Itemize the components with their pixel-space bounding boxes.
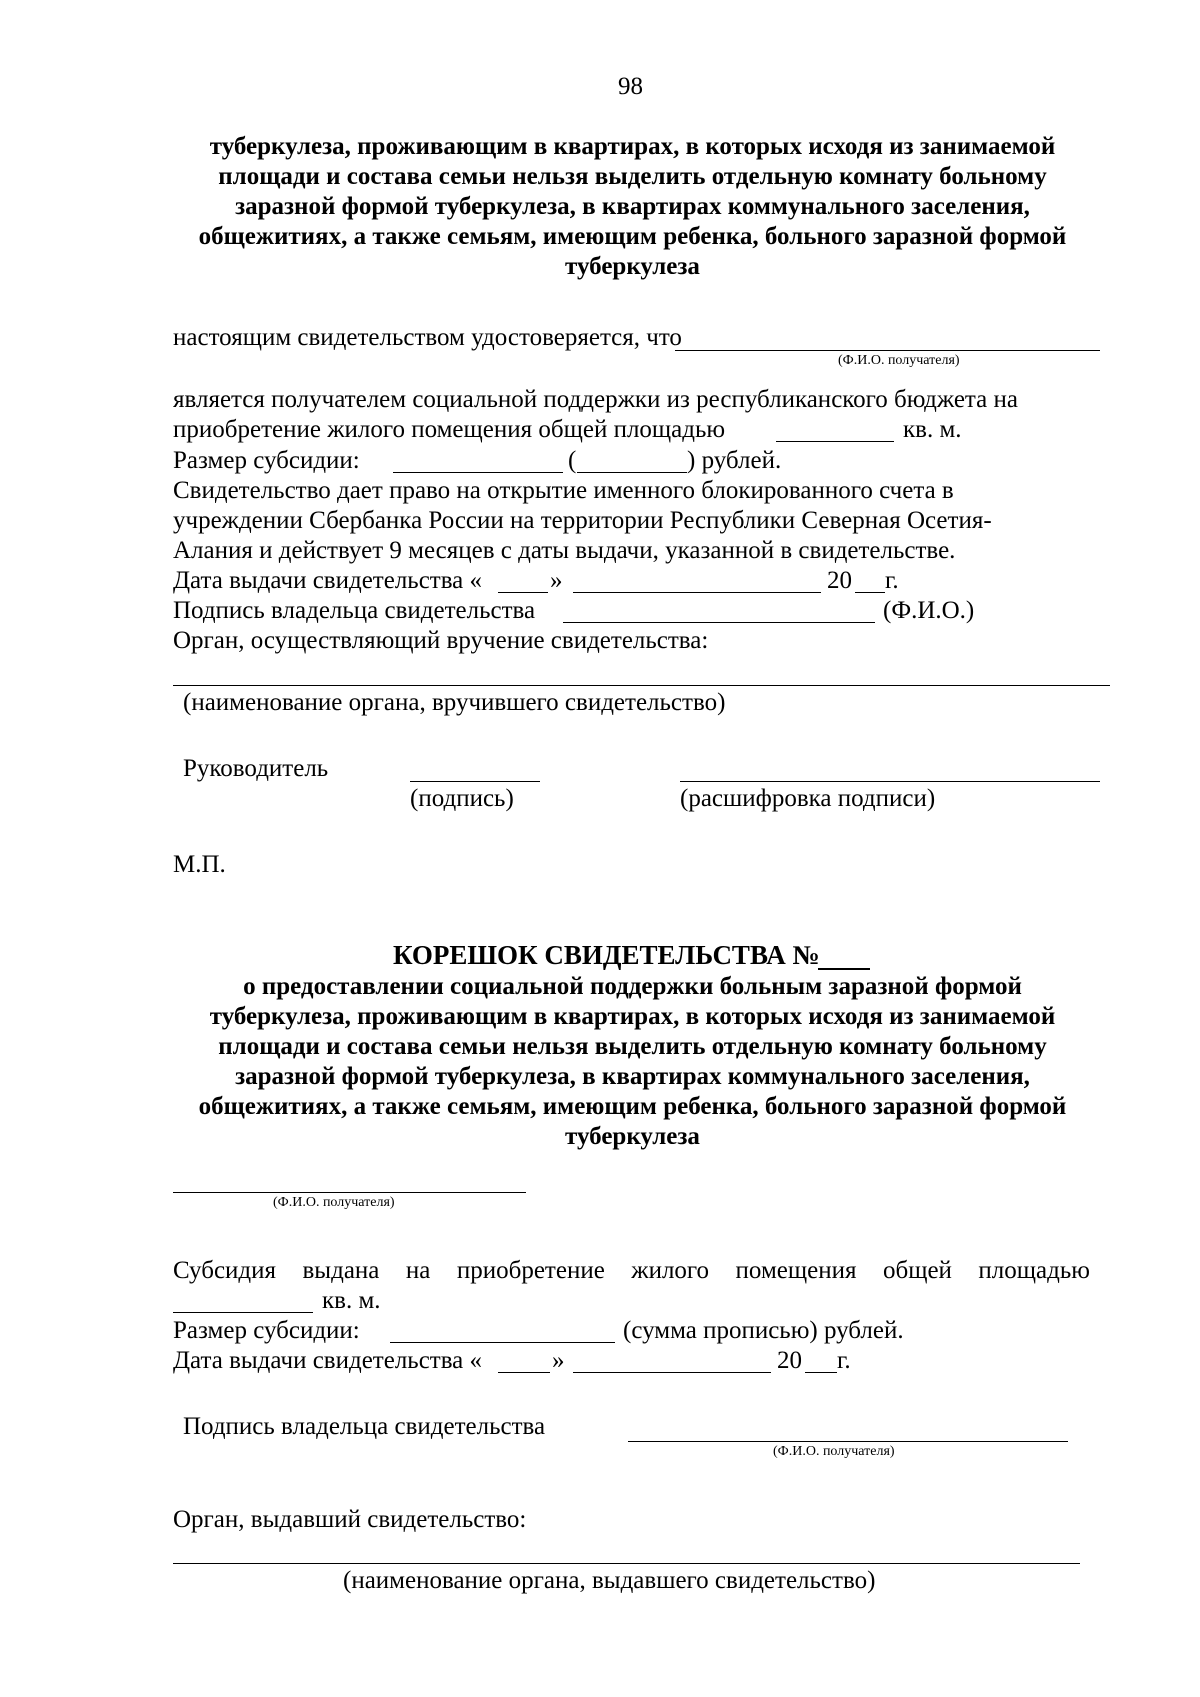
stub-issued-word: выдана — [302, 1257, 380, 1284]
stub-fio-caption: (Ф.И.О. получателя) — [273, 1195, 395, 1210]
subsidy-words-field[interactable] — [577, 472, 687, 473]
issue-day-field[interactable] — [498, 592, 548, 593]
stub-issued-line — [173, 1256, 1090, 1285]
stub-issue-year-field[interactable] — [805, 1372, 837, 1373]
area-unit: кв. м. — [903, 416, 962, 443]
stub-title-text: КОРЕШОК СВИДЕТЕЛЬСТВА № — [393, 940, 820, 970]
area-prefix: приобретение жилого помещения общей площадью — [173, 416, 726, 443]
stub-issued-word: общей — [882, 1257, 952, 1284]
stub-subtitle-line: общежитиях, а также семьям, имеющим ребенка, больного заразной формой — [198, 1093, 1067, 1120]
subsidy-label: Размер субсидии: — [173, 447, 360, 474]
top-heading-line: туберкулеза — [565, 253, 700, 280]
recipient-fio-caption: (Ф.И.О. получателя) — [838, 353, 960, 368]
certify-text: настоящим свидетельством удостоверяется, что — [173, 324, 682, 351]
stub-subtitle-line: заразной формой туберкулеза, в квартирах коммунального заселения, — [235, 1063, 1030, 1090]
stub-issued-word: площадью — [978, 1257, 1090, 1284]
stub-subtitle-line: площади и состава семьи нельзя выделить отдельную комнату больному — [218, 1033, 1047, 1060]
owner-signature-label: Подпись владельца свидетельства — [173, 597, 536, 624]
issue-date-close: » — [550, 567, 563, 594]
issue-month-field[interactable] — [573, 592, 821, 593]
stub-subsidy-field[interactable] — [390, 1342, 615, 1343]
stub-organ-caption: (наименование органа, выдавшего свидетельство) — [343, 1567, 876, 1594]
stub-issue-date-label: Дата выдачи свидетельства « — [173, 1347, 483, 1374]
issue-year-suffix: г. — [885, 567, 899, 594]
stub-issued-word: жилого — [631, 1257, 710, 1284]
subsidy-paren-open: ( — [568, 447, 577, 474]
stub-subtitle-line: туберкулеза, проживающим в квартирах, в которых исходя из занимаемой — [209, 1003, 1056, 1030]
account-right-line: Свидетельство дает право на открытие именного блокированного счета в — [173, 477, 954, 504]
stub-issue-year-suffix: г. — [837, 1347, 851, 1374]
area-field[interactable] — [776, 441, 894, 442]
stub-owner-fio-caption: (Ф.И.О. получателя) — [773, 1444, 895, 1459]
subsidy-amount-field[interactable] — [393, 472, 563, 473]
stub-issue-date-close: » — [552, 1347, 565, 1374]
signature-caption: (подпись) — [410, 785, 514, 812]
head-signature-field[interactable] — [410, 781, 540, 782]
page-number: 98 — [618, 73, 643, 100]
stub-issued-word: на — [405, 1257, 431, 1284]
owner-signature-field[interactable] — [563, 622, 875, 623]
owner-fio: (Ф.И.О.) — [883, 597, 975, 624]
stub-subtitle-line: о предоставлении социальной поддержки больным заразной формой — [243, 973, 1022, 1000]
subsidy-suffix: ) рублей. — [687, 447, 782, 474]
stub-area-unit: кв. м. — [322, 1287, 381, 1314]
stub-issuer-label: Орган, выдавший свидетельство: — [173, 1506, 527, 1533]
organ-name-field[interactable] — [173, 685, 1110, 686]
recipient-line: является получателем социальной поддержки из республиканского бюджета на — [173, 386, 1018, 413]
decode-caption: (расшифровка подписи) — [680, 785, 936, 812]
stub-issued-word: помещения — [735, 1257, 857, 1284]
top-heading-line: заразной формой туберкулеза, в квартирах коммунального заселения, — [235, 193, 1030, 220]
top-heading-line: площади и состава семьи нельзя выделить отдельную комнату больному — [218, 163, 1047, 190]
organ-caption: (наименование органа, вручившего свидетельство) — [183, 689, 726, 716]
issue-year-field[interactable] — [855, 592, 885, 593]
issue-date-label: Дата выдачи свидетельства « — [173, 567, 483, 594]
stub-issue-day-field[interactable] — [498, 1372, 550, 1373]
stub-issue-month-field[interactable] — [573, 1372, 771, 1373]
stub-owner-signature-label: Подпись владельца свидетельства — [183, 1413, 546, 1440]
account-right-line: учреждении Сбербанка России на территории Республики Северная Осетия- — [173, 507, 992, 534]
stub-title — [393, 940, 820, 971]
stub-area-field[interactable] — [173, 1312, 313, 1313]
stub-organ-name-field[interactable] — [173, 1563, 1080, 1564]
stub-subsidy-suffix: (сумма прописью) рублей. — [623, 1317, 904, 1344]
stamp-place: М.П. — [173, 851, 226, 878]
recipient-name-field[interactable] — [675, 350, 1100, 351]
issuer-label: Орган, осуществляющий вручение свидетельства: — [173, 627, 709, 654]
stub-recipient-name-field[interactable] — [173, 1192, 526, 1193]
stub-issued-word: приобретение — [456, 1257, 605, 1284]
head-decode-field[interactable] — [680, 781, 1100, 782]
stub-subtitle-line: туберкулеза — [565, 1123, 700, 1150]
top-heading-line: туберкулеза, проживающим в квартирах, в которых исходя из занимаемой — [209, 133, 1056, 160]
top-heading-line: общежитиях, а также семьям, имеющим ребенка, больного заразной формой — [198, 223, 1067, 250]
stub-subsidy-label: Размер субсидии: — [173, 1317, 360, 1344]
issue-year-prefix: 20 — [827, 567, 852, 594]
stub-number-field[interactable] — [818, 968, 870, 970]
stub-issued-word: Субсидия — [173, 1257, 277, 1284]
head-label: Руководитель — [183, 755, 329, 782]
stub-owner-signature-field[interactable] — [628, 1441, 1068, 1442]
account-right-line: Алания и действует 9 месяцев с даты выдачи, указанной в свидетельстве. — [173, 537, 956, 564]
stub-issue-year-prefix: 20 — [777, 1347, 802, 1374]
